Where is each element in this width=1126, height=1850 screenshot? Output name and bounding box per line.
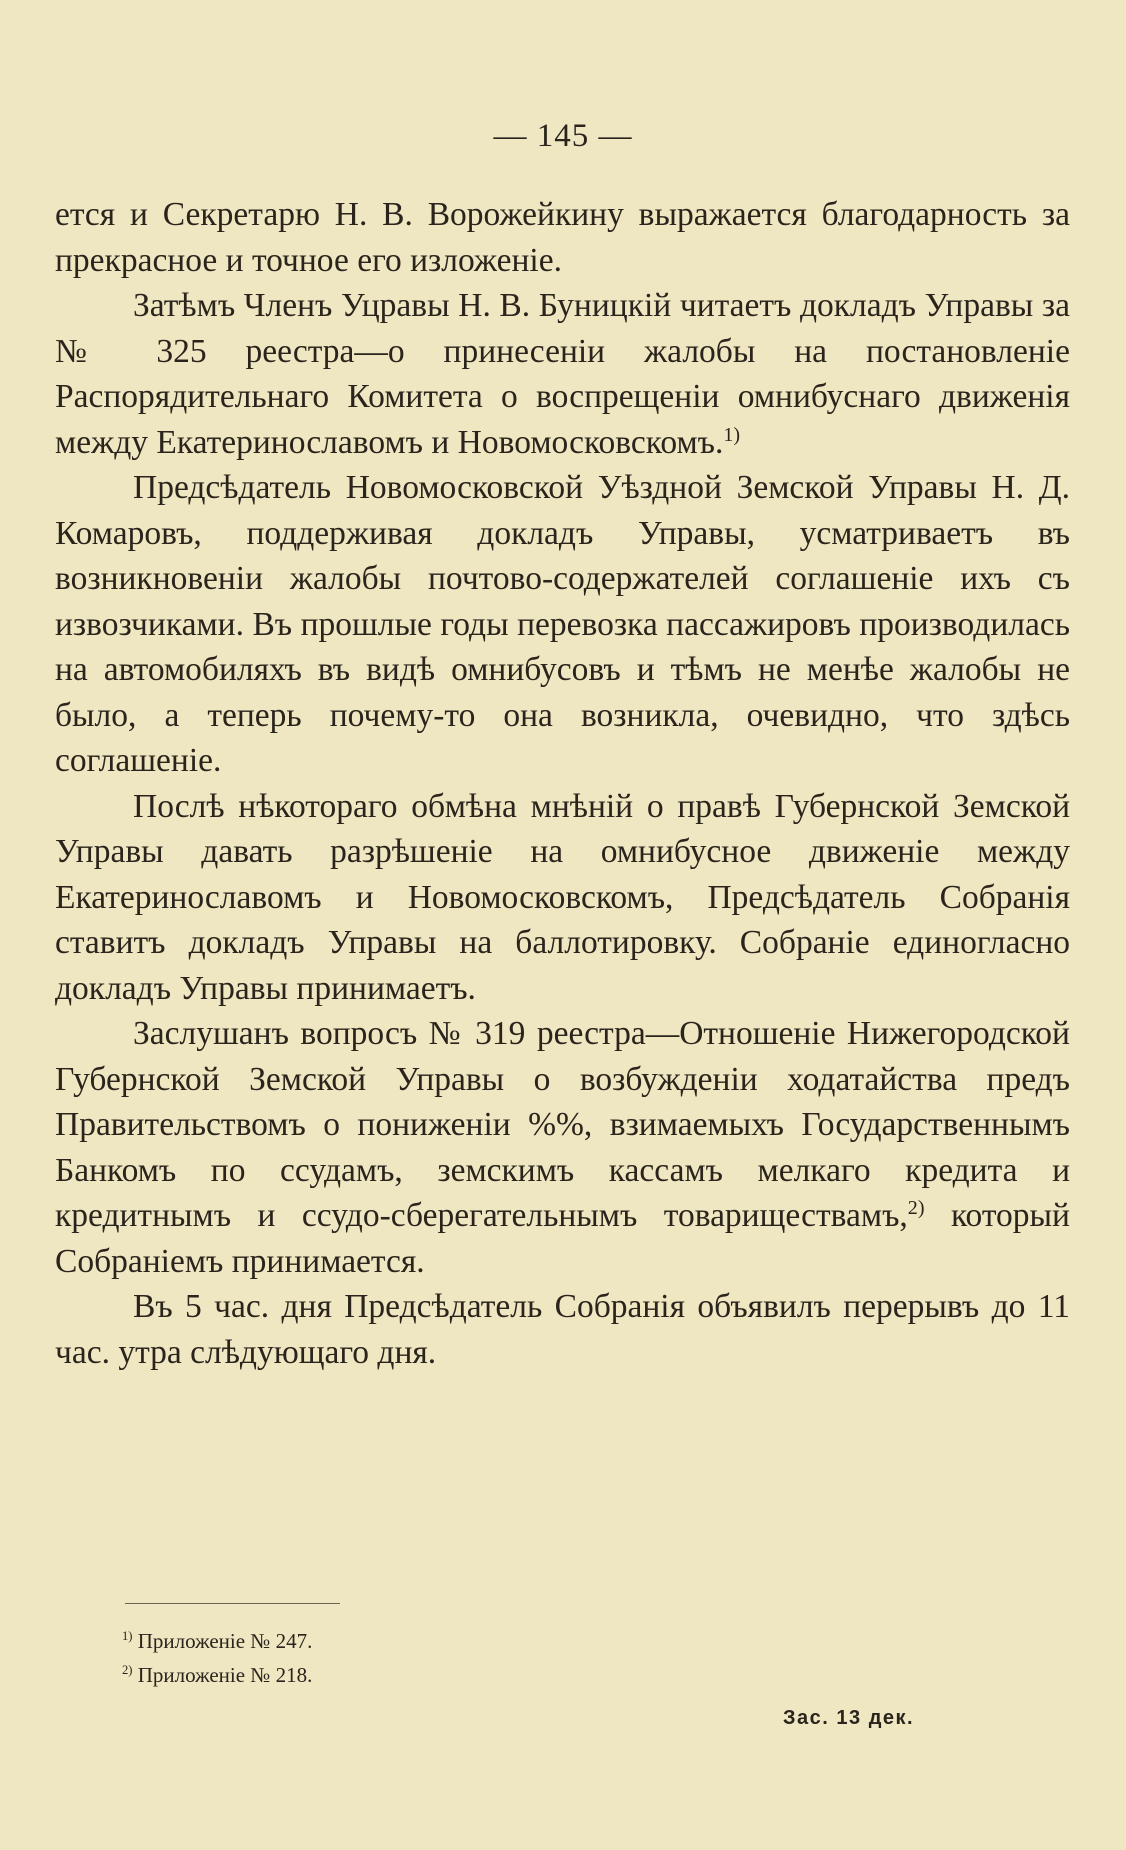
paragraph: Послѣ нѣкотораго обмѣна мнѣній о правѣ Губернской Земской Управы давать разрѣшеніе на омнибусное движеніе между Екатеринославомъ и Новомосковскомъ, Предсѣдатель Собранія ставитъ докладъ Управы на баллотировку. Собраніе единогласно докладъ Управы принимаетъ. [55, 787, 1070, 1007]
footnote-marker: 1) [723, 423, 741, 446]
footnote: $^{2)}$ Приложеніе № 218. [122, 1663, 313, 1687]
footnotes [122, 1624, 312, 1692]
printer-signature: Зас. 13 дек. [783, 1707, 915, 1729]
footnote-divider [125, 1603, 340, 1604]
body-text [55, 192, 1070, 1375]
paragraph: Затѣмъ Членъ Уцравы Н. В. Буницкій читаетъ докладъ Управы за № 325 реестра—о принесеніи жалобы на постановленіе Распорядительнаго Комитета о воспрещеніи омнибуснаго движенія между Екатеринославомъ и Новомосковскомъ.$^{1)}$ [55, 287, 1070, 461]
paragraph: Въ 5 час. дня Предсѣдатель Собранія объявилъ перерывъ до 11 час. утра слѣдующаго дня. [55, 1288, 1070, 1371]
paragraph: ется и Секретарю Н. В. Ворожейкину выражается благодарность за прекрасное и точное его изложеніе. [55, 196, 1070, 279]
footnote: $^{1)}$ Приложеніе № 247. [122, 1629, 313, 1653]
paragraph: Заслушанъ вопросъ № 319 реестра—Отношеніе Нижегородской Губернской Земской Управы о возбужденіи ходатайства предъ Правительствомъ о пониженіи %%, взимаемыхъ Государственнымъ Банкомъ по ссудамъ, земскимъ кассамъ мелкаго кредита и кредитнымъ и ссудо-сберегательнымъ товариществамъ,$^{2)}$ который Собраніемъ принимается. [55, 1015, 1070, 1280]
footnote-marker: 2) [907, 1196, 925, 1219]
page-number: — 145 — [493, 118, 633, 154]
paragraph: Предсѣдатель Новомосковской Уѣздной Земской Управы Н. Д. Комаровъ, поддерживая докладъ Управы, усматриваетъ въ возникновеніи жалобы почтово-содержателей соглашеніе ихъ съ извозчиками. Въ прошлые годы перевозка пассажировъ производилась на автомобиляхъ въ видѣ омнибусовъ и тѣмъ не менѣе жалобы не было, а теперь почему-то она возникла, очевидно, что здѣсь соглашеніе. [55, 469, 1070, 779]
